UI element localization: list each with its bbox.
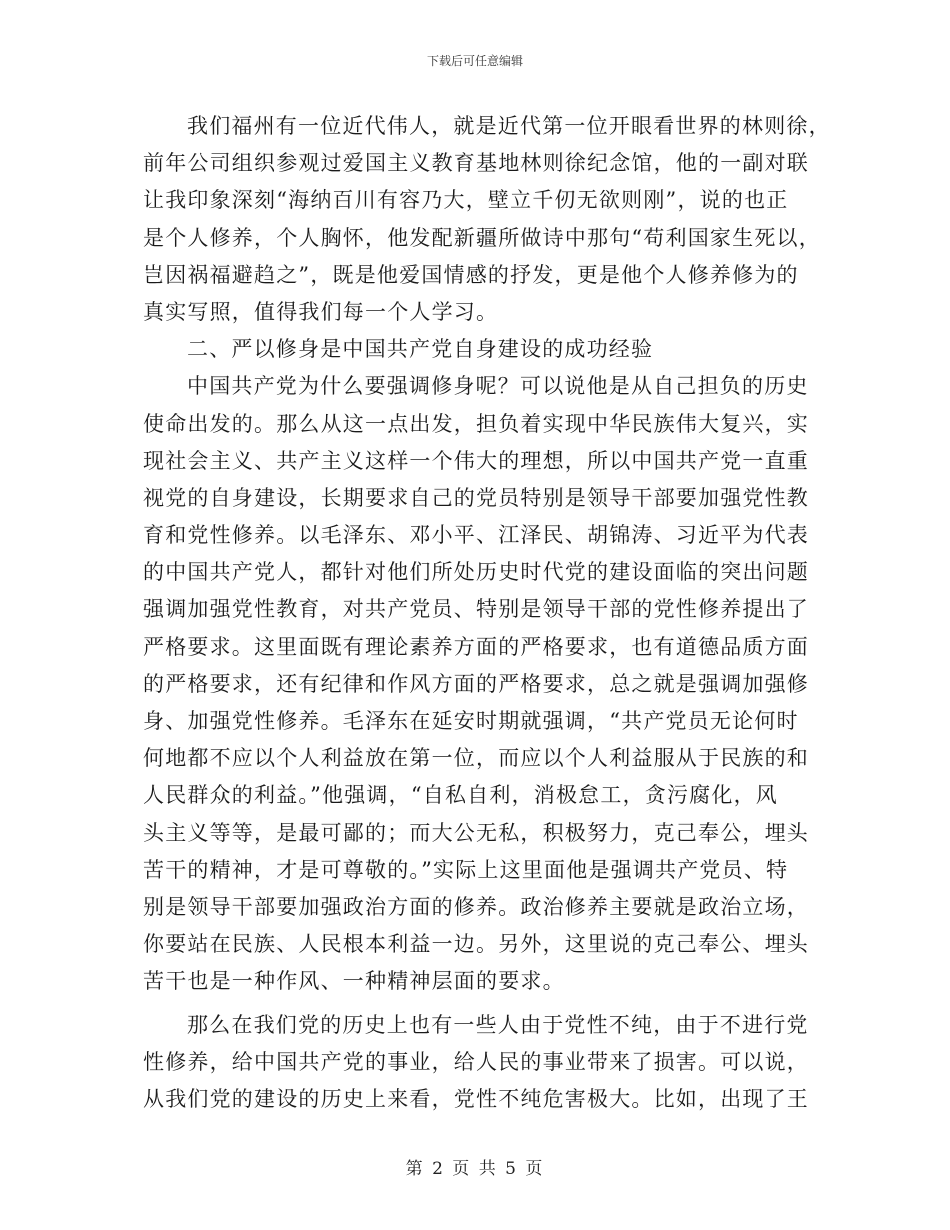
text-line: 我们福州有一位近代伟人，就是近代第一位开眼看世界的林则徐， [187, 114, 831, 138]
page-number: 第 2 页 共 5 页 [405, 1159, 545, 1179]
text-line: 现社会主义、共产主义这样一个伟大的理想，所以中国共产党一直重 [143, 448, 809, 473]
text-line: 严格要求。这里面既有理论素养方面的严格要求，也有道德品质方面 [143, 634, 809, 659]
text-line: 育和党性修养。以毛泽东、邓小平、江泽民、胡锦涛、习近平为代表 [143, 523, 809, 548]
text-line: 是个人修养，个人胸怀，他发配新疆所做诗中那句“苟利国家生死以， [143, 225, 821, 250]
text-line: 苦干的精神，才是可尊敬的。”实际上这里面他是强调共产党员、特 [143, 857, 789, 882]
text-line: 的严格要求，还有纪律和作风方面的严格要求，总之就是强调加强修 [143, 671, 809, 696]
text-line: 真实写照，值得我们每一个人学习。 [143, 299, 499, 324]
paragraph [143, 368, 807, 1000]
text-line: 那么在我们党的历史上也有一些人由于党性不纯，由于不进行党 [187, 1012, 809, 1037]
text-line: 何地都不应以个人利益放在第一位，而应以个人利益服从于民族的和 [143, 746, 809, 771]
section-heading-text: 二、严以修身是中国共产党自身建设的成功经验 [187, 337, 654, 362]
text-line: 苦干也是一种作风、一种精神层面的要求。 [143, 969, 565, 994]
text-line: 前年公司组织参观过爱国主义教育基地林则徐纪念馆，他的一副对联 [143, 151, 809, 176]
text-line: 中国共产党为什么要强调修身呢？可以说他是从自己担负的历史 [187, 374, 809, 399]
text-line: 头主义等等，是最可鄙的；而大公无私，积极努力，克己奉公，埋头 [143, 820, 809, 845]
text-line: 视党的自身建设，长期要求自己的党员特别是领导干部要加强党性教 [143, 485, 809, 510]
text-line: 的中国共产党人，都针对他们所处历史时代党的建设面临的突出问题 [143, 560, 809, 585]
text-line: 强调加强党性教育，对共产党员、特别是领导干部的党性修养提出了 [143, 597, 809, 622]
document-body [143, 108, 831, 1118]
paragraph [143, 108, 831, 331]
text-line: 从我们党的建设的历史上来看，党性不纯危害极大。比如，出现了王 [143, 1086, 809, 1111]
text-line: 你要站在民族、人民根本利益一边。另外，这里说的克己奉公、埋头 [143, 932, 809, 957]
text-line: 岂因祸福避趋之”，既是他爱国情感的抒发，更是他个人修养修为的 [143, 262, 799, 287]
text-line: 别是领导干部要加强政治方面的修养。政治修养主要就是政治立场， [143, 894, 809, 919]
text-line: 身、加强党性修养。毛泽东在延安时期就强调，“共产党员无论何时 [143, 709, 799, 733]
page-header: 下载后可任意编辑 [426, 54, 523, 68]
text-line: 人民群众的利益。”他强调，“自私自利，消极怠工，贪污腐化，风 [143, 783, 778, 808]
text-line: 让我印象深刻“海纳百川有容乃大，壁立千仞无欲则刚”，说的也正 [143, 188, 789, 213]
paragraph [143, 1007, 807, 1119]
text-line: 性修养，给中国共产党的事业，给人民的事业带来了损害。可以说， [143, 1049, 809, 1074]
text-line: 使命出发的。那么从这一点出发，担负着实现中华民族伟大复兴，实 [143, 411, 809, 436]
section-heading [143, 331, 807, 368]
